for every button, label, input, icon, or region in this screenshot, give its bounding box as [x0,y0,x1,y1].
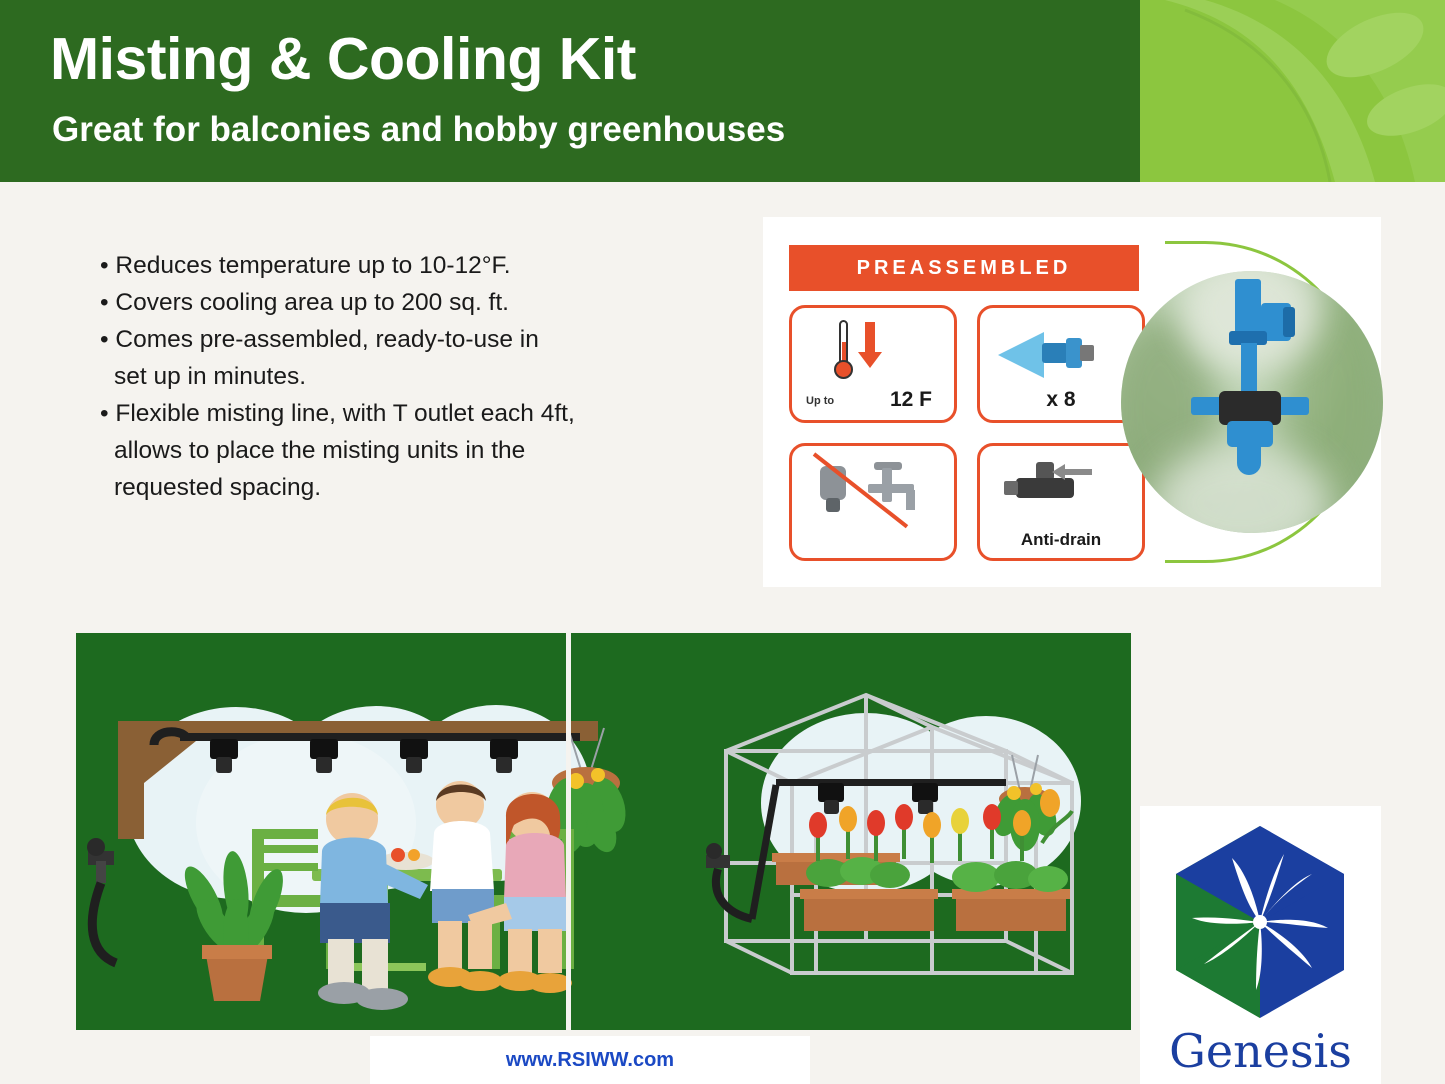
list-item: • Reduces temperature up to 10-12°F. [100,252,511,279]
icon-sublabel: Up to [806,395,835,407]
feature-bullet-list [100,248,720,507]
arrow-left-icon [1052,466,1092,478]
list-item-continuation: requested spacing. [114,474,322,502]
mister-assembly-icon [1209,279,1299,529]
panel-divider [566,633,571,1030]
product-photo-image [1121,271,1383,533]
feature-icon-grid [789,305,1144,563]
icon-label: x 8 [1046,388,1076,411]
list-item: • Covers cooling area up to 200 sq. ft. [100,289,509,317]
leaf-decoration-icon [1125,0,1445,182]
page-subtitle: Great for balconies and hobby greenhouses [52,110,786,149]
page-title: Misting & Cooling Kit [50,26,636,92]
icon-label: 12 F [889,388,932,411]
brand-logo-card [1140,806,1381,1084]
icon-label: Anti-drain [1020,530,1102,549]
icon-temperature-drop [789,305,957,423]
illustration-panel [76,633,1131,1030]
icon-nozzle-count [977,305,1145,423]
brand-name: Genesis [1169,1024,1352,1078]
icon-no-drip [789,443,957,561]
list-item-continuation: allows to place the misting units in the [114,437,526,465]
list-item-continuation: set up in minutes. [114,363,307,391]
feature-card [763,217,1381,587]
icon-anti-drain [977,443,1145,561]
greenhouse-misting-illustration [76,633,1131,1030]
product-photo [1165,241,1365,563]
thermometer-icon [832,320,854,382]
website-url[interactable]: www.RSIWW.com [505,1048,675,1071]
preassembled-banner [789,245,1139,291]
website-url-bar[interactable] [370,1036,810,1084]
preassembled-label: PREASSEMBLED [856,256,1072,279]
genesis-logo-icon [1140,806,1381,1021]
list-item: • Flexible misting line, with T outlet each 4ft, [100,400,575,428]
page-header [0,0,1445,182]
list-item: • Comes pre-assembled, ready-to-use in [100,326,539,354]
